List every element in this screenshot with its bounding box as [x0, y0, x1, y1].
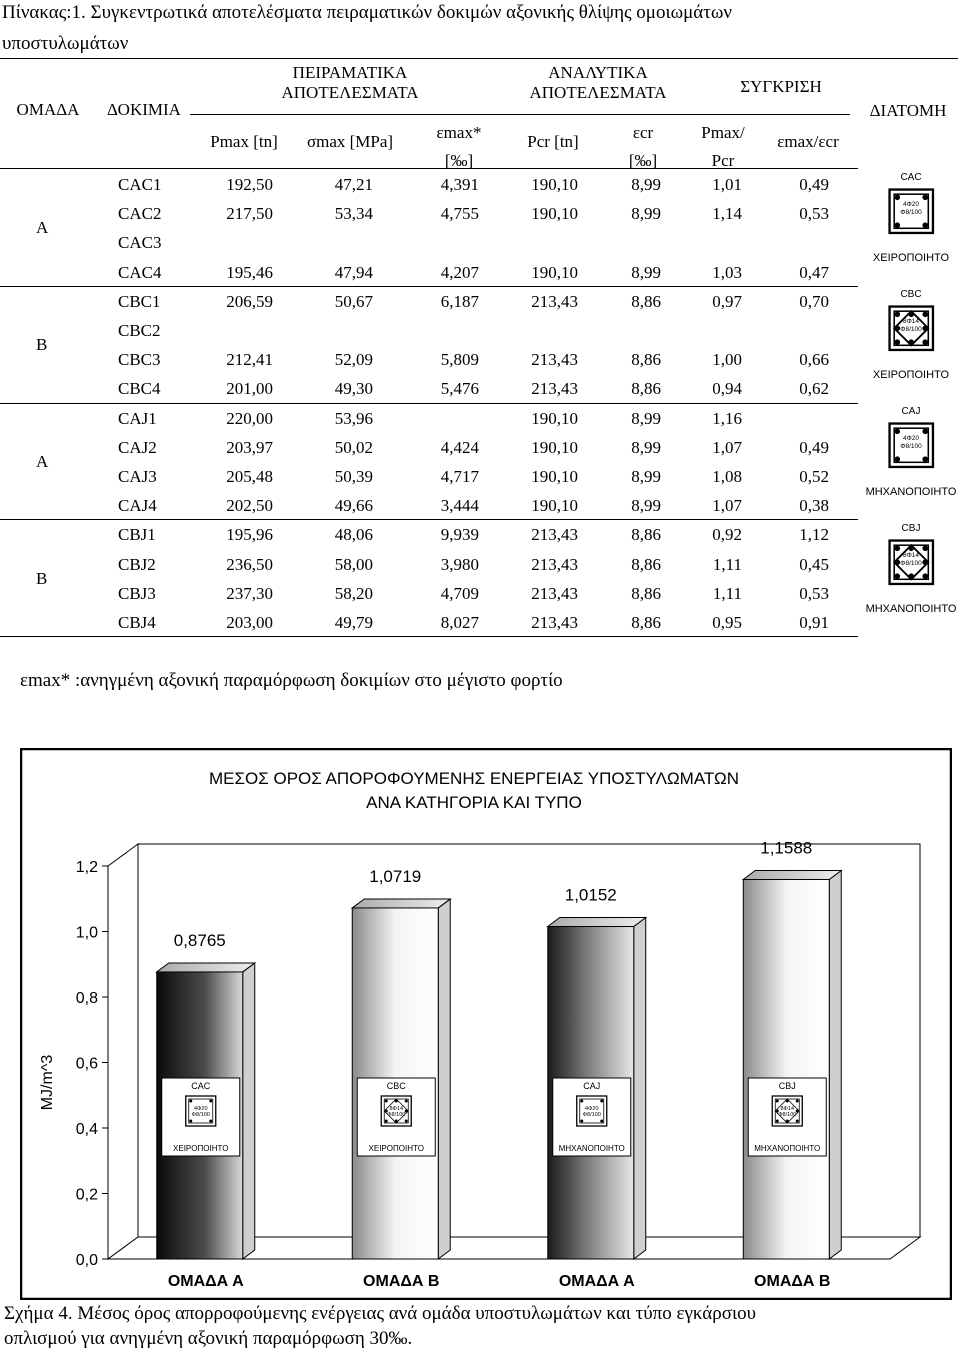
group-label: B	[36, 335, 48, 355]
cell-ecr: 8,86	[631, 525, 661, 545]
header-group: ΟΜΑΔΑ	[16, 100, 80, 119]
footnote: εmax* :ανηγμένη αξονική παραμόρφωση δοκιμίων στο μέγιστο φορτίο	[20, 670, 563, 691]
group-separator	[0, 519, 858, 520]
cell-re: 0,38	[799, 496, 829, 516]
cell-emax: 5,809	[440, 350, 479, 370]
cell-smax: 49,79	[334, 613, 373, 632]
inset-title: CBJ	[778, 1081, 796, 1091]
cell-id: CBC2	[118, 321, 161, 340]
cell-pcr: 213,43	[531, 583, 578, 603]
cell-ecr: 8,86	[631, 379, 661, 399]
cell-pcr: 190,10	[531, 262, 578, 282]
cell-re: 0,66	[799, 350, 829, 370]
cell-rp: 0,97	[712, 291, 742, 311]
cell-pcr: 213,43	[531, 525, 578, 545]
cell-rp: 1,14	[712, 204, 742, 224]
y-tick-label: 0,6	[75, 1055, 98, 1073]
header-emax	[410, 123, 508, 171]
header-analytical-line1: ΑΝΑΛΥΤΙΚΑ	[548, 63, 648, 82]
energy-bar-chart	[20, 748, 952, 1300]
cell-re: 0,49	[799, 175, 829, 194]
cell-id: CAJ2	[118, 437, 157, 457]
section-type: ΧΕΙΡΟΠΟΙΗΤΟ	[872, 369, 950, 381]
cell-emax: 9,939	[440, 525, 479, 545]
header-smax: σmax [MPa]	[306, 132, 394, 151]
cell-pmax: 236,50	[226, 554, 273, 574]
cell-pcr: 190,10	[531, 467, 578, 486]
inset-rebar-dot	[580, 1100, 583, 1103]
bar-value-label: 1,0719	[369, 866, 422, 886]
section-title: CAC	[900, 172, 922, 183]
inset-rebar-dot	[796, 1100, 799, 1103]
cell-ecr: 8,99	[631, 204, 661, 224]
y-tick-label: 0,4	[75, 1121, 98, 1138]
group-separator	[0, 636, 858, 637]
inset-rebar-text: 8Φ14	[389, 1106, 404, 1112]
cell-id: CBJ1	[118, 525, 156, 545]
cell-ecr: 8,86	[631, 583, 661, 603]
inset-rebar-text: 8Φ14	[780, 1106, 795, 1112]
inset-rebar-dot	[776, 1100, 779, 1103]
cell-id: CAJ4	[118, 496, 157, 516]
section-thumbnail-caj	[864, 406, 958, 516]
section-type: ΧΕΙΡΟΠΟΙΗΤΟ	[872, 252, 950, 264]
y-axis-label: MJ/m^3	[39, 1054, 56, 1111]
cell-id: CAC1	[118, 175, 162, 194]
inset-rebar-dot	[385, 1100, 388, 1103]
cell-pcr: 190,10	[531, 408, 578, 428]
cell-re: 1,12	[799, 525, 829, 545]
header-section: ΔΙΑΤΟΜΗ	[869, 101, 947, 120]
header-experimental-line1: ΠΕΙΡΑΜΑΤΙΚΑ	[292, 63, 408, 82]
cell-ecr: 8,86	[631, 613, 661, 632]
cell-id: CBJ2	[118, 554, 156, 574]
inset-rebar-dot	[395, 1120, 398, 1123]
cell-id: CBJ3	[118, 583, 156, 603]
y-tick-label: 1,2	[75, 859, 98, 876]
bar-value-label: 1,0152	[564, 885, 617, 905]
group-label: A	[36, 452, 49, 471]
cell-emax: 4,717	[440, 467, 479, 486]
bar-side	[438, 899, 450, 1259]
header-emax-line2: [‰]	[444, 151, 474, 170]
table-caption-line2: υποστυλωμάτων	[2, 33, 129, 54]
cell-id: CAJ1	[118, 408, 157, 428]
cell-smax: 50,02	[334, 437, 373, 457]
header-ecr-line2: [‰]	[628, 151, 658, 170]
group-separator	[0, 286, 858, 287]
cell-pmax: 192,50	[226, 175, 273, 194]
group-label: A	[36, 218, 49, 238]
cell-ecr: 8,86	[631, 554, 661, 574]
header-analytical-line2: ΑΠΟΤΕΛΕΣΜΑΤΑ	[529, 83, 667, 102]
cell-emax: 3,980	[440, 554, 479, 574]
cell-pmax: 217,50	[226, 204, 273, 224]
cell-pcr: 213,43	[531, 379, 578, 399]
inset-rebar-dot	[786, 1100, 789, 1103]
cell-pmax: 212,41	[226, 350, 273, 370]
inset-rebar-dot	[405, 1120, 408, 1123]
cell-rp: 0,92	[712, 525, 742, 545]
cell-pmax: 205,48	[226, 467, 273, 486]
cell-ecr: 8,86	[631, 350, 661, 370]
stirrup-text: Φ8/100	[900, 443, 922, 450]
cell-re: 0,45	[799, 554, 829, 574]
section-rebar-label	[896, 552, 926, 568]
cell-rp: 1,11	[712, 583, 742, 603]
cell-emax: 4,391	[440, 175, 479, 194]
cell-rp: 1,07	[712, 496, 742, 516]
cell-re: 0,49	[799, 437, 829, 457]
cell-rp: 0,94	[712, 379, 742, 399]
bar-top	[352, 899, 450, 908]
header-ecr-line1: εcr	[632, 123, 654, 142]
section-rebar-label	[896, 201, 926, 217]
cell-re: 0,53	[799, 204, 829, 224]
cell-rp: 0,95	[712, 613, 742, 632]
cell-pmax: 195,46	[226, 262, 273, 282]
inset-title: CBC	[386, 1081, 406, 1091]
cell-smax: 49,30	[334, 379, 373, 399]
cell-pmax: 203,97	[226, 437, 273, 457]
inset-rebar-dot	[600, 1100, 603, 1103]
cell-id: CBC4	[118, 379, 161, 399]
figure-caption-line2: οπλισμού για ανηγμένη αξονική παραμόρφωση 30‰.	[4, 1328, 413, 1349]
cell-emax: 4,424	[440, 437, 479, 457]
inset-title: CAC	[191, 1081, 211, 1091]
cell-emax: 4,207	[440, 262, 479, 282]
bar-value-label: 1,1588	[760, 838, 813, 858]
y-tick-label: 0,8	[75, 990, 98, 1007]
cell-ecr: 8,99	[631, 175, 661, 194]
cell-emax: 4,709	[440, 583, 479, 603]
header-ratio-p-line2: Pcr	[711, 151, 735, 170]
header-ratio-p	[688, 123, 758, 171]
cell-smax: 49,66	[334, 496, 373, 516]
cell-pmax: 201,00	[226, 379, 273, 399]
y-tick-label: 0,2	[75, 1186, 98, 1204]
cell-id: CBJ4	[118, 613, 156, 632]
cell-id: CBC1	[118, 291, 161, 311]
cell-emax: 6,187	[440, 291, 479, 311]
cell-smax: 53,96	[334, 408, 373, 428]
inset-type-text: ΧΕΙΡΟΠΟΙΗΤΟ	[173, 1144, 229, 1153]
inset-rebar-dot	[189, 1120, 192, 1123]
cell-pmax: 202,50	[226, 496, 273, 516]
header-pcr: Pcr [tn]	[527, 132, 579, 151]
inset-type-text: ΜΗΧΑΝΟΠΟΙΗΤΟ	[754, 1144, 821, 1153]
section-thumbnail-cbc	[864, 289, 958, 399]
cell-pcr: 213,43	[531, 291, 578, 311]
inset-title: CAJ	[583, 1081, 601, 1091]
inset-stirrup-text: Φ8/100	[582, 1112, 601, 1118]
cell-ecr: 8,99	[631, 467, 661, 486]
cell-id: CAC2	[118, 204, 162, 224]
x-category-label: ΟΜΑΔΑ Β	[754, 1273, 831, 1290]
cell-smax: 50,67	[334, 291, 373, 311]
cell-emax: 3,444	[440, 496, 479, 516]
cell-pcr: 213,43	[531, 350, 578, 370]
cell-re: 0,91	[799, 613, 829, 632]
cell-rp: 1,08	[712, 467, 742, 486]
cell-smax: 47,21	[334, 175, 373, 194]
cell-id: CAC4	[118, 262, 162, 282]
inset-rebar-dot	[395, 1100, 398, 1103]
inset-rebar-text: 4Φ20	[193, 1106, 208, 1112]
inset-rebar-dot	[580, 1120, 583, 1123]
inset-type-text: ΧΕΙΡΟΠΟΙΗΤΟ	[368, 1144, 424, 1153]
inset-rebar-dot	[385, 1120, 388, 1123]
group-label: B	[36, 568, 48, 588]
cell-pmax: 220,00	[226, 408, 273, 428]
cell-smax: 58,00	[334, 554, 373, 574]
cell-id: CAJ3	[118, 467, 157, 486]
x-category-label: ΟΜΑΔΑ Β	[363, 1273, 440, 1290]
section-title: CBJ	[901, 523, 921, 534]
section-rebar-label	[896, 318, 926, 334]
bar	[743, 879, 829, 1259]
header-pmax: Pmax [tn]	[210, 132, 278, 151]
inset-rebar-dot	[405, 1100, 408, 1103]
stirrup-text: Φ8/100	[900, 560, 922, 567]
bar-side	[243, 963, 255, 1259]
cell-pcr: 190,10	[531, 204, 578, 224]
cell-ecr: 8,99	[631, 437, 661, 457]
inset-rebar-dot	[189, 1100, 192, 1103]
y-tick-label: 1,0	[75, 924, 98, 942]
section-type: ΜΗΧΑΝΟΠΟΙΗΤΟ	[865, 486, 957, 498]
cell-emax: 8,027	[440, 613, 479, 632]
stirrup-text: Φ8/100	[900, 326, 922, 333]
header-ratio-e: εmax/εcr	[777, 132, 839, 151]
bar-value-label: 0,8765	[173, 930, 226, 950]
header-test: ΔΟΚΙΜΙΑ	[107, 100, 181, 119]
cell-smax: 53,34	[334, 204, 373, 224]
cell-rp: 1,00	[712, 350, 742, 370]
cell-pcr: 213,43	[531, 613, 578, 632]
cell-smax: 50,39	[334, 467, 373, 486]
cell-emax: 4,755	[440, 204, 479, 224]
cell-rp: 1,03	[712, 262, 742, 282]
cell-pcr: 213,43	[531, 554, 578, 574]
y-tick-label: 0,0	[75, 1252, 98, 1269]
cell-pmax: 195,96	[226, 525, 273, 545]
header-experimental-line2: ΑΠΟΤΕΛΕΣΜΑΤΑ	[281, 83, 419, 102]
cell-smax: 47,94	[334, 262, 373, 282]
chart-subtitle: ΑΝΑ ΚΑΤΗΓΟΡΙΑ ΚΑΙ ΤΥΠΟ	[366, 793, 582, 812]
cell-re: 0,62	[799, 379, 829, 399]
cell-smax: 52,09	[334, 350, 373, 370]
section-thumbnail-cbj	[864, 523, 958, 633]
inset-type-text: ΜΗΧΑΝΟΠΟΙΗΤΟ	[558, 1144, 625, 1153]
bar-top	[548, 918, 646, 927]
cell-id: CAC3	[118, 233, 162, 253]
header-ecr	[598, 123, 688, 171]
cell-re: 0,52	[799, 467, 829, 486]
header-emax-line1: εmax*	[436, 123, 482, 142]
chart-side-wall	[108, 844, 138, 1259]
cell-smax: 58,20	[334, 583, 373, 603]
table-caption: Πίνακας:1. Συγκεντρωτικά αποτελέσματα πειραματικών δοκιμών αξονικής θλίψης ομοιωμάτων	[2, 2, 732, 23]
x-category-label: ΟΜΑΔΑ Α	[558, 1273, 635, 1290]
inset-stirrup-text: Φ8/100	[778, 1112, 797, 1118]
bar-side	[634, 918, 646, 1259]
rebar-text: 8Φ14	[902, 552, 920, 559]
inset-rebar-text: 4Φ20	[584, 1106, 599, 1112]
inset-rebar-dot	[209, 1100, 212, 1103]
cell-re: 0,47	[799, 262, 829, 282]
group-separator	[0, 403, 858, 404]
rebar-text: 8Φ14	[902, 318, 920, 325]
header-ratio-p-line1: Pmax/	[701, 123, 745, 142]
cell-smax: 48,06	[334, 525, 373, 545]
bar-side	[829, 870, 841, 1259]
cell-pcr: 190,10	[531, 175, 578, 194]
header-analytical	[498, 63, 698, 103]
cell-pmax: 203,00	[226, 613, 273, 632]
cell-rp: 1,11	[712, 554, 742, 574]
bar-top	[743, 870, 841, 879]
stirrup-text: Φ8/100	[900, 209, 922, 216]
inset-stirrup-text: Φ8/100	[191, 1112, 210, 1118]
inset-rebar-dot	[786, 1120, 789, 1123]
header-comparison: ΣΥΓΚΡΙΣΗ	[740, 77, 822, 96]
inset-rebar-dot	[209, 1120, 212, 1123]
cell-re: 0,70	[799, 291, 829, 311]
section-type: ΜΗΧΑΝΟΠΟΙΗΤΟ	[865, 603, 957, 615]
cell-ecr: 8,86	[631, 291, 661, 311]
header-experimental	[250, 63, 450, 103]
cell-rp: 1,07	[712, 437, 742, 457]
cell-pcr: 190,10	[531, 437, 578, 457]
cell-pmax: 237,30	[226, 583, 273, 603]
section-title: CAJ	[901, 406, 921, 417]
cell-ecr: 8,99	[631, 408, 661, 428]
inset-stirrup-text: Φ8/100	[387, 1112, 406, 1118]
chart-container	[20, 748, 952, 1300]
cell-pmax: 206,59	[226, 291, 273, 311]
section-thumbnail-cac	[864, 172, 958, 282]
cell-id: CBC3	[118, 350, 161, 370]
inset-rebar-dot	[600, 1120, 603, 1123]
figure-caption: Σχήμα 4. Μέσος όρος απορροφούμενης ενέργειας ανά ομάδα υποστυλωμάτων και τύπο εγκάρσιου	[4, 1303, 756, 1324]
section-rebar-label	[896, 435, 926, 451]
cell-re: 0,53	[799, 583, 829, 603]
x-category-label: ΟΜΑΔΑ Α	[167, 1273, 244, 1290]
bar-top	[157, 963, 255, 972]
cell-ecr: 8,99	[631, 496, 661, 516]
cell-emax: 5,476	[440, 379, 479, 399]
section-title: CBC	[900, 289, 922, 300]
cell-rp: 1,16	[712, 408, 742, 428]
chart-title: ΜΕΣΟΣ ΟΡΟΣ ΑΠΟΡΟΦΟΥΜΕΝΗΣ ΕΝΕΡΓΕΙΑΣ ΥΠΟΣΤΥΛΩΜΑΤΩΝ	[209, 769, 739, 788]
cell-rp: 1,01	[712, 175, 742, 194]
inset-rebar-dot	[796, 1120, 799, 1123]
rebar-text: 4Φ20	[902, 435, 920, 442]
rebar-text: 4Φ20	[902, 201, 920, 208]
cell-ecr: 8,99	[631, 262, 661, 282]
cell-pcr: 190,10	[531, 496, 578, 516]
inset-rebar-dot	[776, 1120, 779, 1123]
